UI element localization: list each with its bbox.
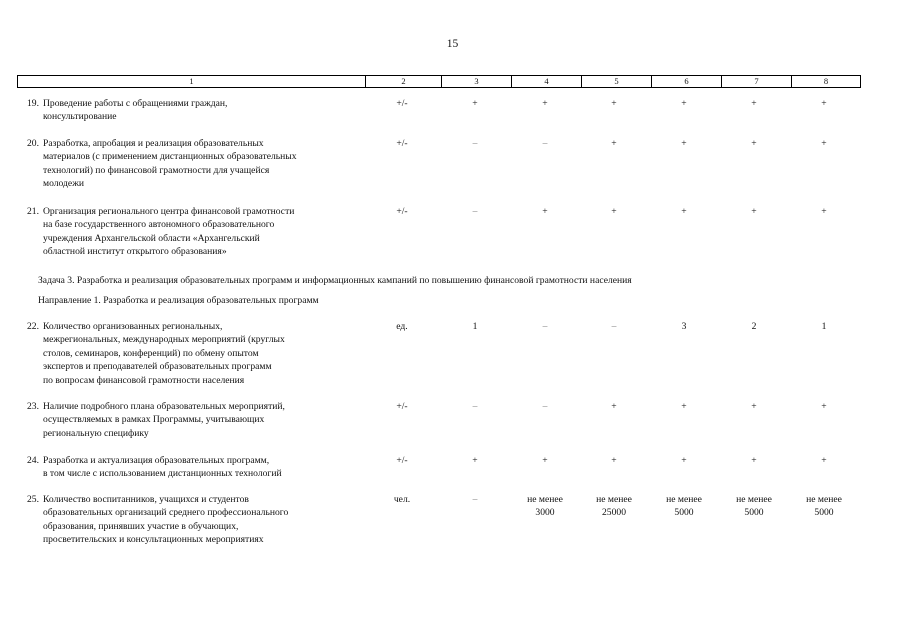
row-value-col-5: + — [611, 138, 617, 149]
row-description-line: Организация регионального центра финансовой грамотности — [43, 206, 295, 217]
row-description — [43, 454, 373, 481]
row-number: 21. — [27, 206, 39, 217]
row-description — [43, 493, 373, 547]
row-value-col-6: 3 — [681, 321, 687, 332]
row-description-line: Разработка и актуализация образовательных программ, — [43, 455, 270, 466]
row-description-line: материалов (с применением дистанционных образовательных — [43, 151, 297, 163]
row-value-col-5: + — [611, 455, 617, 466]
header-col-2: 2 — [365, 76, 441, 87]
row-value-col-4: + — [542, 455, 548, 466]
row-number: 22. — [27, 321, 39, 332]
task-heading: Задача 3. Разработка и реализация образовательных программ и информационных кампаний по повышению финансовой грамотности населения — [38, 275, 632, 286]
row-value-col-6: + — [681, 138, 687, 149]
row-value-col-6: + — [681, 206, 687, 217]
row-description-line: межрегиональных, международных мероприятий (круглых — [43, 334, 285, 346]
row-number: 23. — [27, 401, 39, 412]
header-col-3: 3 — [441, 76, 511, 87]
row-description-line: Проведение работы с обращениями граждан, — [43, 98, 228, 109]
row-description-line: областной институт открытого образования» — [43, 246, 227, 258]
row-description-line: Количество воспитанников, учащихся и студентов — [43, 494, 249, 505]
row-value-col-2: +/- — [396, 455, 408, 466]
row-value-col-7: 2 — [751, 321, 757, 332]
row-value-col-3: – — [472, 138, 478, 149]
row-description-line: учреждения Архангельской области «Архангельский — [43, 232, 260, 244]
row-description-line: просветительских и консультационных мероприятиях — [43, 534, 264, 546]
row-value-col-8: 1 — [821, 321, 827, 332]
row-value-col-4: + — [542, 98, 548, 109]
row-description-line: Количество организованных региональных, — [43, 321, 223, 332]
row-value-col-6: + — [681, 401, 687, 412]
row-description — [43, 205, 373, 259]
row-description-line: региональную специфику — [43, 427, 149, 439]
row-description-line: молодежи — [43, 178, 84, 190]
row-value-col-3: – — [472, 206, 478, 217]
row-description-line: образовательных организаций среднего профессионального — [43, 507, 289, 519]
row-value-col-4: не менее 3000 — [527, 494, 563, 519]
row-value-col-6: не менее 5000 — [666, 494, 702, 519]
row-value-col-4: – — [542, 401, 548, 412]
row-value-col-7: не менее 5000 — [736, 494, 772, 519]
row-value-col-2: +/- — [396, 98, 408, 109]
row-description-line: консультирование — [43, 111, 117, 123]
row-value-col-3: + — [472, 98, 478, 109]
row-value-col-5: – — [611, 321, 617, 332]
row-value-col-7: + — [751, 98, 757, 109]
row-description-line: на базе государственного автономного образовательного — [43, 219, 275, 231]
row-number: 19. — [27, 98, 39, 109]
row-value-col-4: + — [542, 206, 548, 217]
direction-heading: Направление 1. Разработка и реализация образовательных программ — [38, 295, 319, 306]
row-value-col-7: + — [751, 455, 757, 466]
row-description — [43, 320, 373, 387]
row-value-col-8: не менее 5000 — [806, 494, 842, 519]
row-value-col-4: – — [542, 321, 548, 332]
header-col-6: 6 — [651, 76, 721, 87]
row-description-line: технологий) по финансовой грамотности для учащейся — [43, 164, 270, 176]
row-value-col-3: – — [472, 494, 478, 505]
row-description-line: образования, принявших участие в обучающих, — [43, 520, 239, 532]
page-number: 15 — [446, 38, 459, 50]
row-value-col-5: + — [611, 98, 617, 109]
row-description-line: по вопросам финансовой грамотности населения — [43, 374, 245, 386]
row-description-line: экспертов и преподавателей образовательных программ — [43, 361, 272, 373]
row-value-col-8: + — [821, 455, 827, 466]
row-value-col-7: + — [751, 138, 757, 149]
row-description-line: столов, семинаров, конференций) по обмену опытом — [43, 347, 259, 359]
row-value-col-8: + — [821, 138, 827, 149]
header-col-1: 1 — [189, 76, 194, 86]
row-value-col-2: чел. — [393, 494, 411, 505]
row-value-col-5: не менее 25000 — [596, 494, 632, 519]
header-col-7: 7 — [721, 76, 791, 87]
row-number: 24. — [27, 455, 39, 466]
row-value-col-8: + — [821, 401, 827, 412]
row-number: 20. — [27, 138, 39, 149]
row-value-col-8: + — [821, 206, 827, 217]
table-header — [17, 75, 861, 88]
row-value-col-2: +/- — [396, 401, 408, 412]
row-value-col-2: +/- — [396, 206, 408, 217]
row-value-col-3: 1 — [472, 321, 478, 332]
row-description — [43, 97, 373, 124]
row-value-col-7: + — [751, 401, 757, 412]
row-value-col-6: + — [681, 455, 687, 466]
row-description-line: Разработка, апробация и реализация образовательных — [43, 138, 264, 149]
row-description — [43, 137, 373, 191]
row-value-col-5: + — [611, 206, 617, 217]
row-value-col-2: +/- — [396, 138, 408, 149]
row-description-line: Наличие подробного плана образовательных мероприятий, — [43, 401, 285, 412]
row-value-col-6: + — [681, 98, 687, 109]
row-description-line: в том числе с использованием дистанционных технологий — [43, 468, 282, 480]
row-value-col-8: + — [821, 98, 827, 109]
row-value-col-5: + — [611, 401, 617, 412]
header-col-8: 8 — [791, 76, 860, 87]
row-value-col-3: – — [472, 401, 478, 412]
row-number: 25. — [27, 494, 39, 505]
row-value-col-7: + — [751, 206, 757, 217]
header-col-5: 5 — [581, 76, 651, 87]
row-value-col-3: + — [472, 455, 478, 466]
row-description — [43, 400, 373, 440]
header-col-4: 4 — [511, 76, 581, 87]
row-value-col-2: ед. — [396, 321, 408, 332]
row-description-line: осуществляемых в рамках Программы, учитывающих — [43, 414, 265, 426]
row-value-col-4: – — [542, 138, 548, 149]
